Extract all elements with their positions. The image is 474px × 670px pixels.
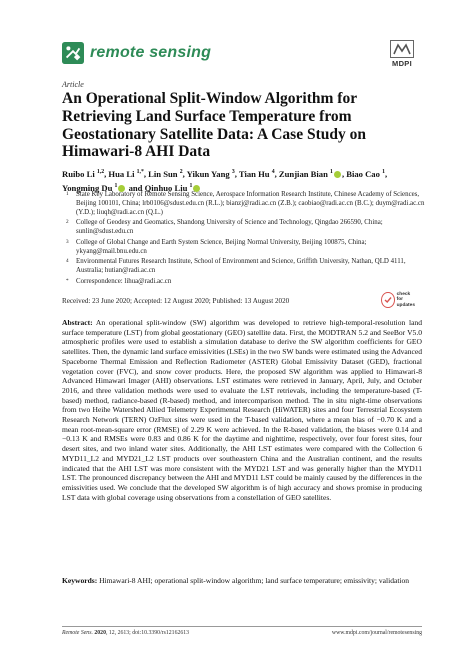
- journal-url[interactable]: www.mdpi.com/journal/remotesensing: [331, 630, 422, 636]
- journal-logo-icon: [62, 42, 84, 64]
- affiliation-item: [66, 239, 426, 257]
- author-list: [62, 166, 422, 194]
- abstract-text: An operational split-window (SW) algorithm was developed to retrieve high-temporal-resolution land surface temperature (LST) from global geostationary (GEO) satellite data. First, the MODTRAN 5.2 and SeeBor V5.0 atmospheric profiles were used to establish a simulation database to derive the SW algorithm coefficients for GEO satellites. Then, the dynamic land surface emissivities (LSEs) in the two SW bands were estimated using the Advanced Spaceborne Thermal Emission and Reflection Radiometer (ASTER) Global Emissivity Dataset (GED), fractional vegetation cover (FVC), and snow cover products. Here, the proposed SW algorithm was applied to Himawari-8 Advanced Himawari Imager (AHI) observations. LST estimates were retrieved in January, April, July, and October 2016, and three validation methods were used to evaluate the LST retrievals, including the temperature-based (T-based) method, radiance-based (R-based) method, and intercomparison method. The in situ night-time observations from two Heihe Watershed Allied Telemetry Experimental Research (HiWATER) sites and four Terrestrial Ecosystem Research Network (TERN) OzFlux sites were used in the T-based validation, where a mean bias of −0.70 K and a mean root-mean-square error (RMSE) of 2.29 K were achieved. In the R-based validation, the biases were 0.14 and −0.13 K and RMSEs were 0.83 and 0.86 K for the daytime and nighttime, respectively, over four forest sites, four desert sites, and two inland water sites. Additionally, the AHI LST estimates were compared with the Collection 6 MYD11_L2 and MYD21_L2 LST products over southeastern China and the Australian continent, and the results indicated that the AHI LST was more consistent with the MYD21 LST and was generally higher than the MYD11 LST. The pronounced discrepancy between the AHI and MYD11 LST could be mainly caused by the differences in the emissivities used. We conclude that the developed SW algorithm is of high accuracy and shows promise in producing LST data with global coverage using observations from a constellation of GEO satellites.: [62, 318, 422, 502]
- affiliation-text: Environmental Futures Research Institute, School of Environment and Science, Griffith University, Nathan, QLD 4111, Australia; hutian@radi.ac.cn: [76, 258, 406, 275]
- abstract-label: Abstract:: [62, 318, 93, 327]
- author-affiliation-marker: 2: [179, 169, 183, 175]
- check-for-updates-badge[interactable]: [381, 290, 415, 310]
- publication-dates: Received: 23 June 2020; Accepted: 12 August 2020; Published: 13 August 2020: [62, 297, 290, 305]
- affiliation-number: 4: [66, 258, 69, 265]
- author-affiliation-marker: 1,*: [136, 169, 144, 175]
- affiliation-number: *: [66, 277, 69, 284]
- affiliation-item: [66, 258, 426, 276]
- author-affiliation-marker: 1: [382, 169, 385, 175]
- affiliation-number: 2: [66, 219, 69, 226]
- publisher-name: MDPI: [392, 59, 412, 68]
- author-name: Lin Sun: [148, 168, 178, 179]
- author-separator: ,: [274, 168, 279, 179]
- author-name: Yongming Du: [62, 182, 113, 193]
- keywords: [62, 576, 422, 586]
- badge-line-2: updates: [396, 302, 415, 308]
- mdpi-icon: [390, 40, 414, 58]
- affiliation-item: [66, 219, 426, 237]
- citation-footer: [62, 630, 189, 636]
- affiliation-text: College of Global Change and Earth System Science, Beijing Normal University, Beijing 100875, China; ykyang@mail.bnu.edu.cn: [76, 238, 367, 255]
- affiliation-item: [66, 278, 426, 287]
- update-icon: [381, 292, 395, 308]
- paper-title: An Operational Split-Window Algorithm for Retrieving Land Surface Temperature from Geostationary Satellite Data: A Case Study on Himawari-8 AHI Data: [62, 90, 366, 161]
- author-separator: ,: [341, 168, 347, 179]
- article-type: Article: [62, 80, 84, 89]
- author-affiliation-marker: 4: [271, 169, 275, 175]
- author-name: Biao Cao: [346, 168, 380, 179]
- footer-divider: [62, 626, 422, 627]
- affiliation-number: 1: [66, 191, 69, 197]
- affiliation-item: [66, 191, 426, 218]
- author-name: Tian Hu: [238, 168, 270, 179]
- author-affiliation-marker: 3: [231, 169, 235, 175]
- affiliation-list: [66, 191, 426, 288]
- keywords-label: Keywords:: [62, 576, 98, 585]
- orcid-icon[interactable]: [334, 171, 341, 178]
- footer-year: 2020: [94, 630, 106, 636]
- author-name: Hua Li: [108, 168, 135, 179]
- journal-name: remote sensing: [90, 44, 212, 61]
- footer-journal: Remote Sens.: [62, 630, 93, 636]
- author-affiliation-marker: 1: [189, 182, 193, 189]
- keywords-text: Himawari-8 AHI; operational split-window algorithm; land surface temperature; emissivity; validation: [99, 576, 410, 585]
- footer-doi: , 12, 2613; doi:10.3390/rs12162613: [105, 630, 190, 636]
- author-separator: ,: [234, 168, 239, 179]
- author-affiliation-marker: 1: [330, 169, 333, 175]
- author-separator: ,: [384, 168, 388, 179]
- affiliation-text: College of Geodesy and Geomatics, Shandong University of Science and Technology, Qingdao 266590, China; sunlin@sdust.edu.cn: [76, 219, 383, 236]
- abstract: [62, 318, 422, 502]
- badge-line-1: check for: [396, 291, 411, 303]
- journal-header: [62, 40, 211, 66]
- author-name: Qinhuo Liu: [144, 182, 188, 193]
- author-separator: and: [126, 182, 145, 193]
- author-name: Ruibo Li: [62, 168, 95, 179]
- author-affiliation-marker: 1,2: [96, 169, 105, 175]
- author-separator: ,: [182, 168, 187, 179]
- affiliation-text: Correspondence: lihua@radi.ac.cn: [76, 277, 172, 285]
- affiliation-text: State Key Laboratory of Remote Sensing Science, Aerospace Information Research Institute, Chinese Academy of Sciences, Beijing 100101, China; lrb0106@sdust.edu.cn (R.L.); bianzj@radi.ac.cn (Z.B.); caobiao@radi.ac.cn (B.C.); duym@radi.ac.cn (Y.D.); liuqh@radi.ac.cn (Q.L.): [76, 191, 425, 216]
- author-name: Zunjian Bian: [278, 168, 328, 179]
- publisher-logo: [390, 40, 414, 68]
- affiliation-number: 3: [66, 238, 69, 245]
- author-affiliation-marker: 1: [114, 182, 118, 189]
- author-separator: ,: [143, 168, 149, 179]
- author-name: Yikun Yang: [186, 168, 230, 179]
- author-separator: ,: [104, 168, 109, 179]
